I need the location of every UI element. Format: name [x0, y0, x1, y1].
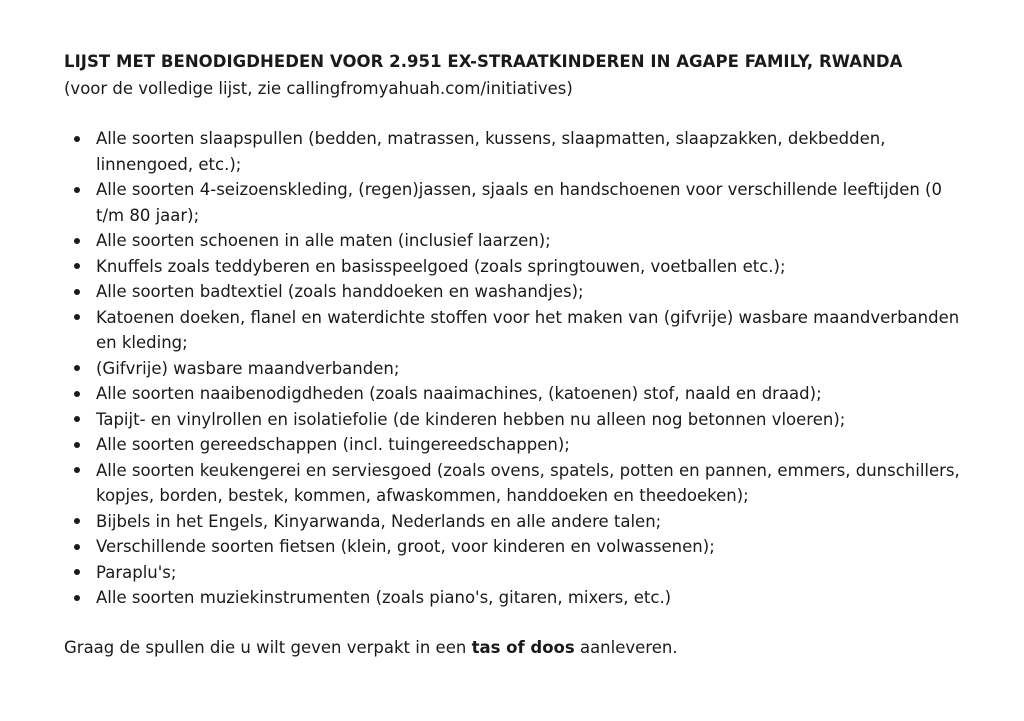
list-item-text: Alle soorten muziekinstrumenten (zoals piano's, gitaren, mixers, etc.) [96, 588, 672, 607]
bullet-icon [74, 442, 80, 448]
list-item [64, 177, 964, 228]
list-item-text: Alle soorten keukengerei en serviesgoed (zoals ovens, spatels, potten en pannen, emmers, dunschillers, kopjes, borden, bestek, kommen, afwaskommen, handdoeken en theedoeken); [96, 460, 960, 505]
list-item-text: Alle soorten 4-seizoenskleding, (regen)jassen, sjaals en handschoenen voor verschillende leeftijden (0 t/m 80 jaar); [96, 180, 942, 225]
list-item-text: Verschillende soorten fietsen (klein, groot, voor kinderen en volwassenen); [96, 537, 715, 556]
list-item-text: (Gifvrije) wasbare maandverbanden; [96, 358, 400, 378]
list-item [64, 356, 964, 382]
bullet-icon [74, 263, 80, 269]
bullet-icon [74, 136, 80, 142]
bullet-icon [74, 314, 80, 320]
list-item-text: Tapijt- en vinylrollen en isolatiefolie (de kinderen hebben nu alleen nog betonnen vloeren); [96, 409, 846, 429]
footer-emphasis: tas of doos [471, 637, 575, 657]
list-item [64, 305, 964, 356]
list-item [64, 585, 964, 611]
supply-list [64, 126, 964, 611]
bullet-icon [74, 544, 80, 550]
list-item-text: Knuffels zoals teddyberen en basisspeelgoed (zoals springtouwen, voetballen etc.); [96, 256, 786, 276]
page-title: LIJST MET BENODIGDHEDEN VOOR 2.951 EX-STRAATKINDEREN IN AGAPE FAMILY, RWANDA [64, 52, 903, 71]
bullet-icon [74, 289, 80, 295]
list-item-text: Bijbels in het Engels, Kinyarwanda, Nederlands en alle andere talen; [96, 511, 662, 531]
bullet-icon [74, 595, 80, 601]
list-item-text: Alle soorten slaapspullen (bedden, matrassen, kussens, slaapmatten, slaapzakken, dekbedden, linnengoed, etc.); [96, 129, 886, 174]
bullet-icon [74, 238, 80, 244]
list-item [64, 534, 964, 560]
footer-note [64, 636, 964, 660]
list-item-text: Katoenen doeken, flanel en waterdichte stoffen voor het maken van (gifvrije) wasbare maandverbanden en kleding; [96, 307, 960, 352]
bullet-icon [74, 391, 80, 397]
page-subtitle: (voor de volledige lijst, zie callingfromyahuah.com/initiatives) [64, 79, 573, 98]
list-item [64, 381, 964, 407]
list-item [64, 432, 964, 458]
list-item-text: Alle soorten gereedschappen (incl. tuingereedschappen); [96, 435, 570, 454]
list-item [64, 279, 964, 305]
list-item-text: Paraplu's; [96, 562, 177, 582]
bullet-icon [74, 365, 80, 371]
bullet-icon [74, 187, 80, 193]
bullet-icon [74, 569, 80, 575]
list-item [64, 509, 964, 535]
footer-text-after: aanleveren. [574, 637, 678, 657]
list-item-text: Alle soorten badtextiel (zoals handdoeken en washandjes); [96, 282, 584, 301]
list-item-text: Alle soorten schoenen in alle maten (inclusief laarzen); [96, 231, 551, 250]
list-item-text: Alle soorten naaibenodigdheden (zoals naaimachines, (katoenen) stof, naald en draad); [96, 384, 822, 403]
bullet-icon [74, 416, 80, 422]
footer-text-before: Graag de spullen die u wilt geven verpakt in een [64, 637, 472, 657]
list-item [64, 228, 964, 254]
bullet-icon [74, 518, 80, 524]
list-item [64, 458, 964, 509]
list-item [64, 407, 964, 433]
list-item [64, 126, 964, 177]
bullet-icon [74, 467, 80, 473]
list-item [64, 254, 964, 280]
list-item [64, 560, 964, 586]
